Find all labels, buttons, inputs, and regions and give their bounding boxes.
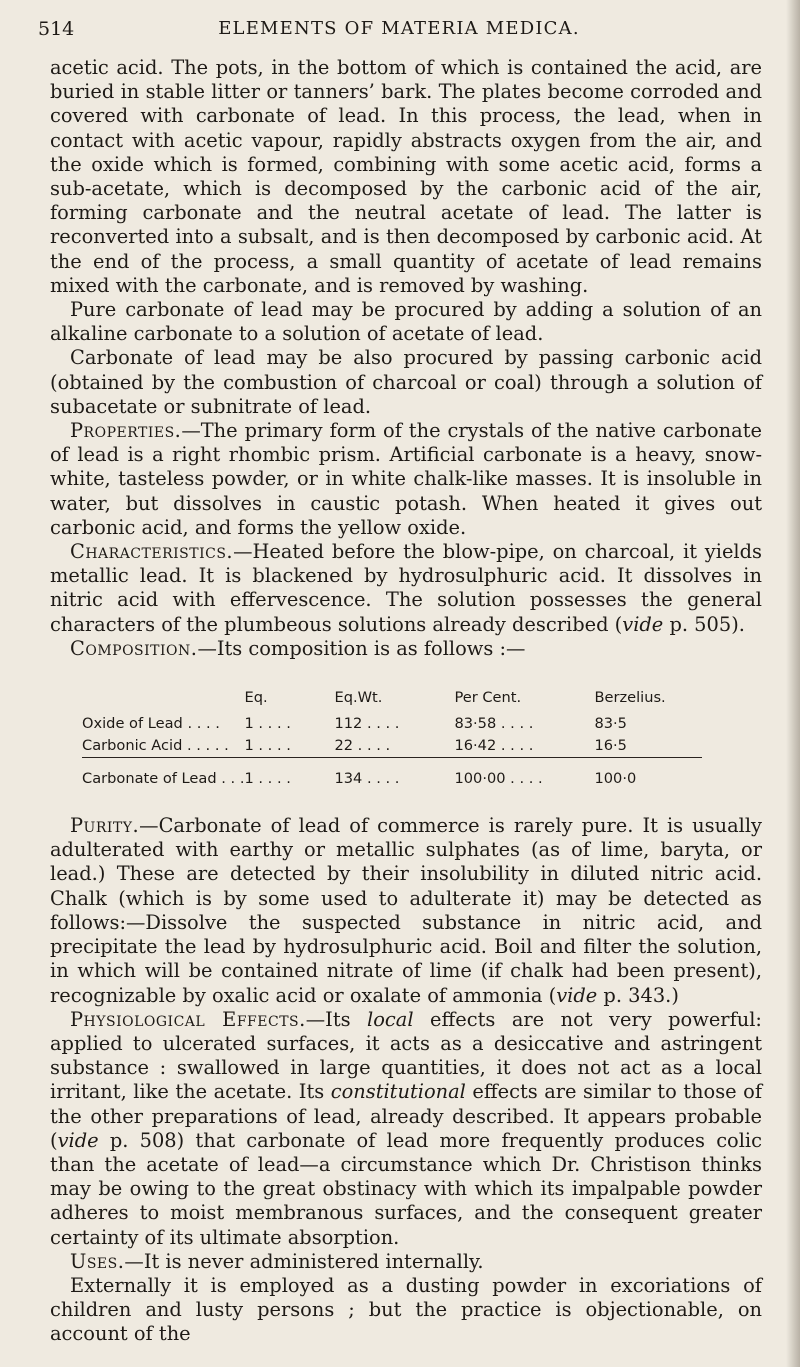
running-head: ELEMENTS OF MATERIA MEDICA. (218, 18, 580, 39)
paragraph-composition (50, 637, 762, 661)
characteristics-text-a: —Heated before the blow-pipe, on charcoal, it yields metallic lead. It is blackened by hydrosulphuric acid. It dissolves in nitric acid with effervescence. The solution possesses the general characters of the plumbeous solutions already described ( (50, 540, 762, 636)
properties-text: —The primary form of the crystals of the native carbonate of lead is a right rhombic prism. Artificial carbonate is a heavy, snow-white, tasteless powder, or in white chalk-like masses. It is insoluble in water, but dissolves in caustic potash. When heated it gives out carbonic acid, and forms the yellow oxide. (50, 419, 762, 539)
paragraph-properties (50, 419, 762, 540)
characteristics-text-b: p. 505). (663, 612, 745, 636)
table-cell: Carbonic Acid . . . . . (82, 737, 229, 755)
paragraph-characteristics (50, 540, 762, 637)
table-row (82, 713, 702, 735)
characteristics-vide: vide (622, 612, 664, 636)
table-cell: 83·58 . . . . (454, 715, 534, 733)
table-cell: 16·5 (594, 737, 627, 755)
table-cell: 100·0 (594, 770, 637, 788)
table-cell: Oxide of Lead . . . . (82, 715, 220, 733)
body-text (50, 56, 762, 1347)
table-row (82, 735, 702, 758)
composition-table-wrap (50, 687, 762, 790)
physiological-local: local (367, 1007, 414, 1031)
table-cell: 112 . . . . (334, 715, 400, 733)
table-total-row (82, 762, 702, 790)
characteristics-heading: Characteristics. (70, 540, 234, 564)
paragraph-external-use: Externally it is employed as a dusting powder in excoriations of children and lusty persons ; but the practice is objectionable, on account of the (50, 1273, 762, 1346)
paragraph-uses (50, 1250, 762, 1274)
physiological-text-a: —Its (305, 1007, 368, 1031)
physiological-text-b: effects are not very powerful: applied to ulcerated surfaces, it acts as a desiccative and astringent substance : swallowed in large quantities, it does not act as a local irritant, like the acetate. Its (50, 1007, 762, 1104)
composition-table (82, 687, 702, 790)
purity-vide: vide (556, 983, 598, 1007)
physiological-vide: vide (57, 1128, 99, 1152)
physiological-constitutional: constitutional (330, 1080, 466, 1104)
table-header-cell (82, 687, 244, 713)
table-header-cell: Eq. (244, 689, 268, 707)
paragraph-process: acetic acid. The pots, in the bottom of which is contained the acid, are buried in stable litter or tanners’ bark. The plates become corroded and covered with carbonate of lead. In this process, the lead, when in contact with acetic vapour, rapidly abstracts oxygen from the air, and the oxide which is formed, combining with some acetic acid, forms a sub-acetate, which is decomposed by the carbonic acid of the air, forming carbonate and the neutral acetate of lead. The latter is reconverted into a subsalt, and is then decomposed by carbonic acid. At the end of the process, a small quantity of acetate of lead remains mixed with the carbonate, and is removed by washing. (50, 56, 762, 297)
properties-heading: Properties. (70, 419, 182, 443)
page-edge-shadow (786, 0, 800, 1367)
page-number: 514 (38, 18, 75, 40)
composition-text: —Its composition is as follows :— (197, 636, 526, 660)
physiological-text-d: p. 508) that carbonate of lead more frequently produces colic than the acetate of lead—a circumstance which Dr. Christison thinks may be owing to the great obstinacy with which its impalpable powder adheres to moist membranous surfaces, and the consequent greater certainty of its ultimate absorption. (50, 1128, 762, 1249)
table-cell: 1 . . . . (244, 770, 291, 788)
purity-text-a: —Carbonate of lead of commerce is rarely pure. It is usually adulterated with earthy or metallic sulphates (as of lime, baryta, or lead.) These are detected by their insolubility in diluted nitric acid. Chalk (which is by some used to adulterate it) may be detected as follows:—Dissolve the suspected substance in nitric acid, and precipitate the lead by hydrosulphuric acid. Boil and filter the solution, in which will be contained nitrate of lime (if chalk had been present), recognizable by oxalic acid or oxalate of ammonia ( (50, 814, 762, 1007)
table-cell: 16·42 . . . . (454, 737, 534, 755)
table-cell: 134 . . . . (334, 770, 400, 788)
table-cell: 1 . . . . (244, 737, 291, 755)
table-cell: 1 . . . . (244, 715, 291, 733)
table-header-cell: Eq.Wt. (334, 689, 383, 707)
table-cell: 22 . . . . (334, 737, 391, 755)
physiological-heading: Physiological Effects. (70, 1007, 306, 1031)
paragraph-purity (50, 814, 762, 1008)
table-header-cell: Berzelius. (594, 689, 666, 707)
page-header (38, 18, 760, 46)
table-cell: 83·5 (594, 715, 627, 733)
uses-heading: Uses. (70, 1249, 125, 1273)
purity-text-b: p. 343.) (597, 983, 679, 1007)
table-header-cell: Per Cent. (454, 689, 522, 707)
uses-text: —It is never administered internally. (124, 1249, 484, 1273)
table-cell: 100·00 . . . . (454, 770, 543, 788)
purity-heading: Purity. (70, 814, 140, 838)
paragraph-alternate-procurement: Carbonate of lead may be also procured by passing carbonic acid (obtained by the combustion of charcoal or coal) through a solution of subacetate or subnitrate of lead. (50, 346, 762, 418)
paragraph-pure-carbonate: Pure carbonate of lead may be procured by adding a solution of an alkaline carbonate to a solution of acetate of lead. (50, 298, 762, 346)
physiological-text-c: effects are similar to those of the other preparations of lead, already described. It appears probable ( (50, 1080, 762, 1152)
table-cell: Carbonate of Lead . . . (82, 770, 245, 788)
composition-heading: Composition. (70, 636, 198, 660)
paragraph-physiological-effects (50, 1008, 762, 1250)
table-header-row (82, 687, 702, 713)
